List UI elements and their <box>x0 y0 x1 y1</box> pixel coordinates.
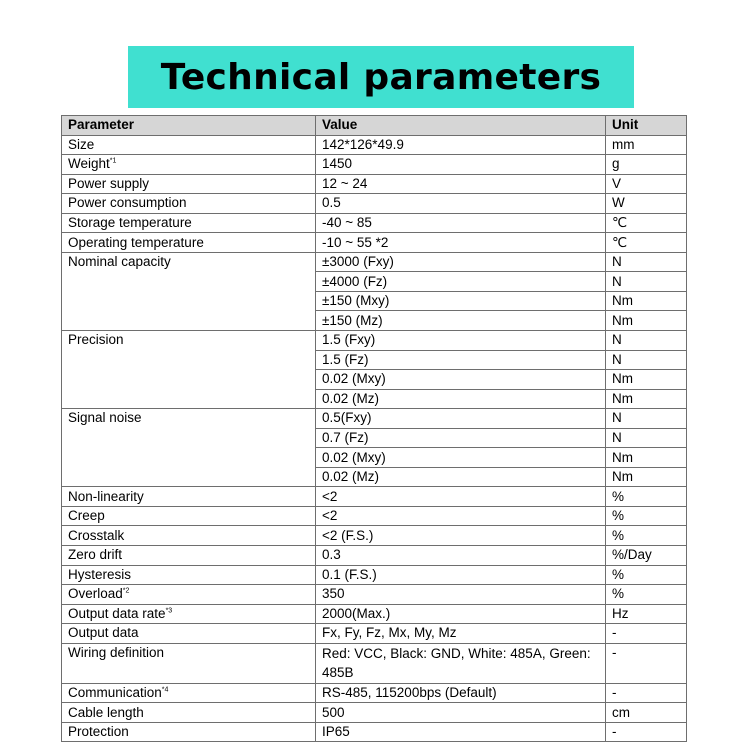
param-unit: N <box>606 252 687 272</box>
param-label: Operating temperature <box>62 233 316 253</box>
param-unit: - <box>606 722 687 742</box>
param-label-cell <box>62 155 316 175</box>
param-value: 0.3 <box>316 546 606 566</box>
param-unit: N <box>606 350 687 370</box>
param-value: 0.5(Fxy) <box>316 409 606 429</box>
param-unit: V <box>606 174 687 194</box>
param-label: Power supply <box>62 174 316 194</box>
param-label: Precision <box>62 331 316 409</box>
param-value: ±4000 (Fz) <box>316 272 606 292</box>
param-unit: Nm <box>606 448 687 468</box>
table-row <box>62 722 687 742</box>
table-row <box>62 155 687 175</box>
param-unit: Nm <box>606 370 687 390</box>
table-row <box>62 643 687 683</box>
footnote-marker: *3 <box>165 607 173 615</box>
footnote-marker: *1 <box>109 157 117 165</box>
param-unit: % <box>606 585 687 605</box>
param-value: Fx, Fy, Fz, Mx, My, Mz <box>316 624 606 644</box>
header-value: Value <box>316 116 606 136</box>
footnote-marker: *2 <box>122 587 130 595</box>
param-label: Protection <box>62 722 316 742</box>
param-value: Red: VCC, Black: GND, White: 485A, Green: 485B <box>316 643 606 683</box>
param-label: Communication <box>68 685 162 701</box>
param-unit: cm <box>606 703 687 723</box>
parameters-table <box>61 115 687 742</box>
param-value: ±3000 (Fxy) <box>316 252 606 272</box>
param-label: Weight <box>68 156 110 172</box>
table-row <box>62 585 687 605</box>
param-unit: N <box>606 428 687 448</box>
param-value: 0.5 <box>316 194 606 214</box>
table-row <box>62 506 687 526</box>
param-value: -10 ~ 55 *2 <box>316 233 606 253</box>
param-value: 500 <box>316 703 606 723</box>
param-value: 0.02 (Mxy) <box>316 370 606 390</box>
param-unit: % <box>606 506 687 526</box>
param-value: IP65 <box>316 722 606 742</box>
param-label: Hysteresis <box>62 565 316 585</box>
table-row <box>62 487 687 507</box>
param-value: 142*126*49.9 <box>316 135 606 155</box>
param-label: Zero drift <box>62 546 316 566</box>
param-value: <2 (F.S.) <box>316 526 606 546</box>
param-unit: Nm <box>606 311 687 331</box>
table-row <box>62 194 687 214</box>
param-value: ±150 (Mz) <box>316 311 606 331</box>
param-unit: W <box>606 194 687 214</box>
table-row <box>62 409 687 429</box>
param-label: Non-linearity <box>62 487 316 507</box>
header-parameter: Parameter <box>62 116 316 136</box>
param-label: Creep <box>62 506 316 526</box>
param-value: -40 ~ 85 <box>316 213 606 233</box>
table-row <box>62 233 687 253</box>
table-row <box>62 703 687 723</box>
param-unit: % <box>606 565 687 585</box>
table-row <box>62 604 687 624</box>
param-label: Power consumption <box>62 194 316 214</box>
table-row <box>62 683 687 703</box>
param-unit: mm <box>606 135 687 155</box>
param-label: Signal noise <box>62 409 316 487</box>
param-unit: ℃ <box>606 233 687 253</box>
param-unit: N <box>606 272 687 292</box>
param-label: Nominal capacity <box>62 252 316 330</box>
param-label: Storage temperature <box>62 213 316 233</box>
param-value: 1450 <box>316 155 606 175</box>
table-row <box>62 546 687 566</box>
param-unit: Nm <box>606 291 687 311</box>
param-unit: Nm <box>606 467 687 487</box>
param-value: 0.02 (Mz) <box>316 467 606 487</box>
param-label: Output data <box>62 624 316 644</box>
param-label: Wiring definition <box>62 643 316 683</box>
table-row <box>62 565 687 585</box>
param-label-cell <box>62 585 316 605</box>
table-row <box>62 252 687 272</box>
param-unit: - <box>606 643 687 683</box>
table-row <box>62 174 687 194</box>
param-label-cell <box>62 604 316 624</box>
table-row <box>62 213 687 233</box>
param-unit: % <box>606 526 687 546</box>
footnote-marker: *4 <box>161 686 169 694</box>
param-unit: g <box>606 155 687 175</box>
param-label-cell <box>62 683 316 703</box>
param-value: 1.5 (Fxy) <box>316 331 606 351</box>
param-value: 1.5 (Fz) <box>316 350 606 370</box>
param-value: 12 ~ 24 <box>316 174 606 194</box>
table-row <box>62 624 687 644</box>
param-unit: Hz <box>606 604 687 624</box>
table-row <box>62 331 687 351</box>
param-value: 350 <box>316 585 606 605</box>
table-header-row <box>62 116 687 136</box>
page-title: Technical parameters <box>160 56 602 98</box>
param-value: 0.7 (Fz) <box>316 428 606 448</box>
param-value: ±150 (Mxy) <box>316 291 606 311</box>
param-unit: - <box>606 683 687 703</box>
param-unit: %/Day <box>606 546 687 566</box>
param-value: RS-485, 115200bps (Default) <box>316 683 606 703</box>
param-value: 0.1 (F.S.) <box>316 565 606 585</box>
param-value: <2 <box>316 487 606 507</box>
param-label: Overload <box>68 586 123 602</box>
param-unit: - <box>606 624 687 644</box>
param-label: Crosstalk <box>62 526 316 546</box>
param-unit: N <box>606 331 687 351</box>
param-label: Size <box>62 135 316 155</box>
table-row <box>62 135 687 155</box>
param-value: 0.02 (Mxy) <box>316 448 606 468</box>
param-label: Cable length <box>62 703 316 723</box>
param-unit: Nm <box>606 389 687 409</box>
header-unit: Unit <box>606 116 687 136</box>
param-value: 2000(Max.) <box>316 604 606 624</box>
param-label: Output data rate <box>68 605 166 621</box>
param-unit: ℃ <box>606 213 687 233</box>
param-value: <2 <box>316 506 606 526</box>
table-row <box>62 526 687 546</box>
title-banner <box>128 46 634 108</box>
param-unit: % <box>606 487 687 507</box>
param-unit: N <box>606 409 687 429</box>
param-value: 0.02 (Mz) <box>316 389 606 409</box>
